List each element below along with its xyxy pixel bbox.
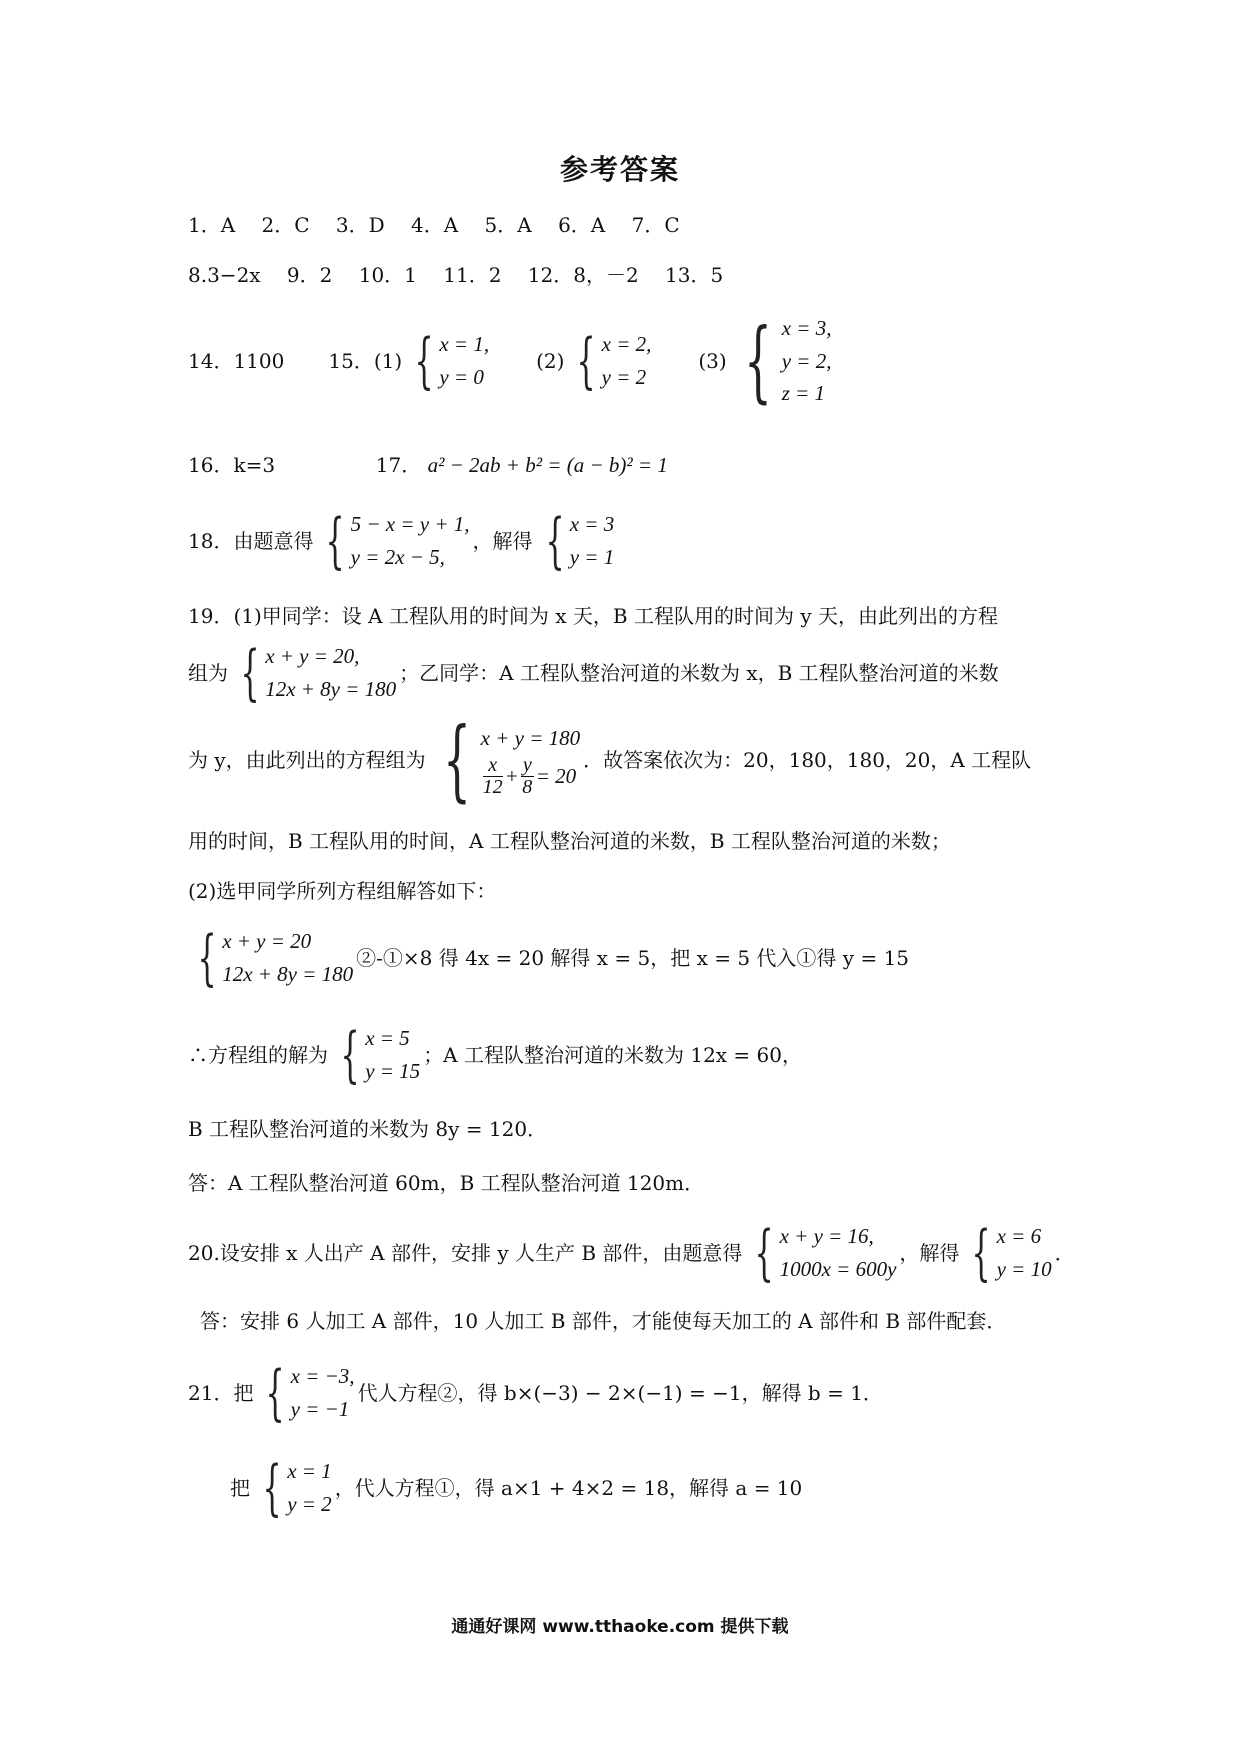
q18-system: [316, 505, 470, 576]
q15-part3-system: [730, 308, 832, 412]
brace: {: [743, 308, 772, 412]
answer-20: [188, 1217, 1075, 1288]
q19-text: ∴方程组的解为: [188, 1042, 328, 1067]
q18-label: 18．由题意得: [188, 528, 314, 553]
brace: {: [266, 1357, 286, 1428]
equation: 5 − x = y + 1,: [350, 512, 470, 536]
equation: y = 0: [439, 364, 484, 389]
q19-line-7: [188, 1019, 802, 1090]
q19-system-d: [331, 1019, 421, 1090]
q20-system: [745, 1217, 897, 1288]
page-footer: 通通好课网 www.tthaoke.com 提供下载: [451, 1617, 789, 1637]
q18-solve-text: ，解得: [472, 528, 533, 553]
q19-text: ；A 工程队整治河道的米数为 12x = 60，: [423, 1042, 802, 1067]
brace: {: [262, 1452, 282, 1523]
equation: x = 3: [569, 512, 615, 536]
answers-8-13: 8.3−2x 9．2 10．1 11．2 12．8，－2 13．5: [188, 263, 724, 287]
answer-18: [188, 505, 617, 576]
q19-line-9: 答：A 工程队整治河道 60m，B 工程队整治河道 120m．: [188, 1171, 705, 1195]
q19-system-b: [429, 708, 581, 811]
fraction: [483, 755, 503, 798]
answer-21-line-2: [230, 1452, 803, 1523]
q19-line-6: [188, 922, 910, 993]
q19-text: ②-①×8 得 4x = 20 解得 x = 5，把 x = 5 代入①得 y = 15: [356, 945, 910, 970]
answers-16-17: [188, 452, 668, 479]
brace: {: [240, 637, 260, 708]
q21-text: 21．把: [188, 1380, 254, 1405]
equation: y = 10: [996, 1256, 1052, 1281]
answers-1-7: 1．A 2．C 3．D 4．A 5．A 6．A 7．C: [188, 213, 680, 237]
brace: {: [197, 922, 217, 993]
q17-label: 17．: [375, 453, 422, 477]
numerator: x: [483, 755, 503, 777]
equation: x = 1: [287, 1459, 332, 1483]
q19-text: 组为: [188, 660, 228, 685]
equation: x = 2,: [601, 332, 652, 357]
q19-line-8: B 工程队整治河道的米数为 8y = 120．: [188, 1117, 548, 1141]
equation: x = 5: [365, 1026, 410, 1050]
brace: {: [442, 708, 471, 811]
q19-line-5: (2)选甲同学所列方程组解答如下：: [188, 879, 497, 903]
brace: {: [326, 505, 346, 576]
q19-system-a: [231, 637, 397, 708]
equation: 12x + 8y = 180: [265, 676, 397, 701]
answer-21-line-1: [188, 1357, 883, 1428]
equation: x + y = 180: [480, 726, 581, 751]
q19-line-1: 19．(1)甲同学：设 A 工程队用的时间为 x 天，B 工程队用的时间为 y 天，由此列出的方程: [188, 604, 998, 628]
equation: y = −1: [290, 1396, 350, 1421]
q20-solution: [962, 1217, 1052, 1288]
q20-text: 20.设安排 x 人出产 A 部件，安排 y 人生产 B 部件，由题意得: [188, 1240, 743, 1265]
q19-text: 为 y，由此列出的方程组为: [188, 748, 426, 772]
equation: 12x + 8y = 180: [222, 961, 354, 986]
q19-line-2: [188, 637, 999, 708]
denominator: 8: [522, 775, 533, 798]
equation: y = 1: [569, 544, 615, 569]
brace: {: [971, 1217, 992, 1288]
brace: {: [576, 325, 597, 396]
brace: {: [340, 1019, 360, 1090]
equation: $\frac{x}{12}$ + $\frac{y}{8}$ = 20: [482, 753, 577, 798]
q15-part1-label: (1): [373, 348, 403, 373]
equation: x = 1,: [439, 332, 490, 357]
q15-label: 15．: [328, 348, 374, 373]
q15-part2-system: [567, 325, 652, 396]
q19-line-3: [188, 708, 1032, 811]
q21-text: 把: [230, 1475, 250, 1500]
brace: {: [414, 325, 434, 396]
equation: z = 1: [781, 381, 826, 406]
equation: y = 2x − 5,: [350, 544, 445, 569]
q20-answer: 答：安排 6 人加工 A 部件，10 人加工 B 部件，才能使每天加工的 A 部件和 B 部件配套．: [200, 1309, 1007, 1333]
q15-part3-label: (3): [698, 348, 727, 373]
equation: x + y = 20,: [265, 644, 360, 668]
q21-text: 代人方程②，得 b×(−3) − 2×(−1) = −1，解得 b = 1．: [357, 1380, 883, 1405]
equation: y = 2: [601, 364, 647, 389]
answers-14-15: [188, 308, 834, 412]
equation: y = 15: [365, 1058, 421, 1083]
equation: x = 3,: [781, 316, 832, 340]
equation: y = 2,: [781, 348, 832, 373]
fraction: [521, 755, 534, 798]
q20-text: ．: [1054, 1240, 1075, 1265]
equation: y = 2: [287, 1491, 332, 1516]
q21-system-2: [253, 1452, 332, 1523]
q17-expression: a² − 2ab + b² = (a − b)² = 1: [427, 453, 668, 477]
q19-text: ；乙同学：A 工程队整治河道的米数为 x，B 工程队整治河道的米数: [399, 660, 999, 685]
brace: {: [545, 505, 565, 576]
equation-rhs: = 20: [535, 763, 577, 788]
q21-text: ，代人方程①，得 a×1 + 4×2 = 18，解得 a = 10: [334, 1475, 803, 1500]
q19-system-c: [188, 922, 354, 993]
q21-system-1: [256, 1357, 355, 1428]
page-title: 参考答案: [559, 153, 680, 186]
q19-line-4: 用的时间，B 工程队用的时间，A 工程队整治河道的米数，B 工程队整治河道的米数；: [188, 829, 951, 853]
q14-answer: 14．1100: [188, 348, 285, 373]
numerator: y: [522, 753, 532, 776]
equation: 1000x = 600y: [779, 1256, 897, 1281]
equation: x + y = 20: [222, 929, 312, 953]
brace: {: [754, 1217, 775, 1288]
q19-text: ．故答案依次为：20，180，180，20，A 工程队: [583, 748, 1032, 772]
q16-answer: 16．k=3: [188, 453, 276, 477]
q20-solve-text: ，解得: [899, 1240, 960, 1265]
denominator: 12: [482, 775, 503, 798]
equation: x + y = 16,: [779, 1224, 874, 1248]
q15-part1-system: [405, 325, 490, 396]
equation: x = 6: [996, 1224, 1042, 1248]
q18-solution: [536, 505, 615, 576]
q15-part2-label: (2): [536, 348, 565, 373]
equation: x = −3,: [290, 1364, 355, 1388]
